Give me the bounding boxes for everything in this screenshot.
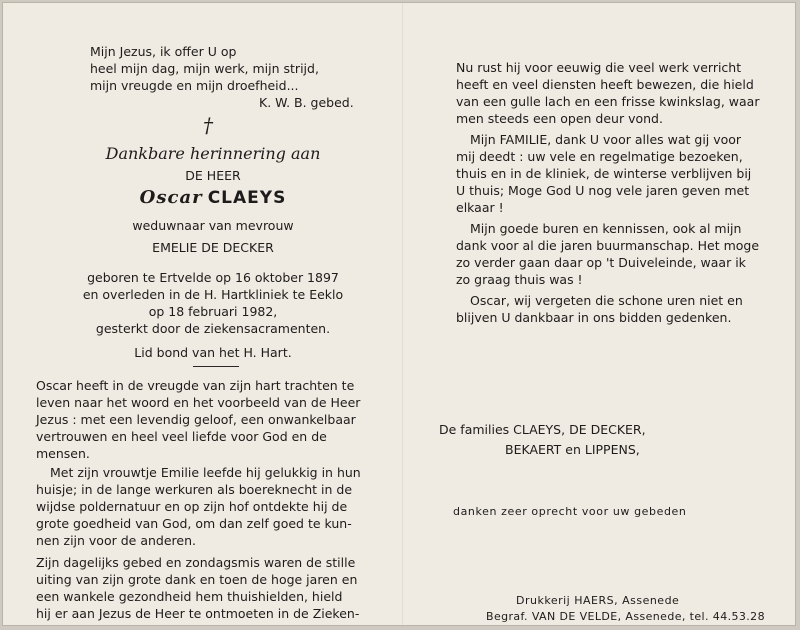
weduwnaar-label: weduwnaar van mevrouw [132, 218, 294, 233]
printer-credit: Drukkerij HAERS, Assenede [516, 594, 680, 607]
prayer-source: K. W. B. gebed. [259, 95, 354, 110]
paragraph-line: hij er aan Jezus de Heer te ontmoeten in de Zieken- [36, 606, 360, 621]
paragraph-line: een wankele gezondheid hem thuishielden, hield [36, 589, 343, 604]
families-line: BEKAERT en LIPPENS, [505, 442, 640, 457]
paragraph-line: Zijn dagelijks gebed en zondagsmis waren de stille [36, 555, 356, 570]
paragraph-line: dank voor al die jaren buurmanschap. Het moge [456, 238, 760, 253]
memorial-card [2, 2, 796, 626]
life-line: geboren te Ertvelde op 16 oktober 1897 [87, 270, 339, 285]
paragraph-line: leven naar het woord en het voorbeeld van de Heer [36, 395, 361, 410]
paragraph-line: wijdse poldernatuur en op zijn hof ontdekte hij de [36, 499, 348, 514]
paragraph-line: Jezus : met een levendig geloof, een onwankelbaar [36, 412, 356, 427]
deceased-surname: CLAEYS [207, 188, 287, 208]
right-panel [404, 3, 797, 625]
paragraph-line: Nu rust hij voor eeuwig die veel werk verricht [456, 60, 742, 75]
paragraph-line: Oscar, wij vergeten die schone uren niet en [470, 293, 743, 308]
paragraph-line: nen zijn voor de anderen. [36, 533, 196, 548]
paragraph-line: Mijn goede buren en kennissen, ook al mijn [470, 221, 742, 236]
paragraph-line: zo verder gaan daar op 't Duiveleinde, waar ik [456, 255, 746, 270]
paragraph-line: thuis en in de kliniek, de winterse verblijven bij [456, 166, 752, 181]
deceased-firstname: Oscar [139, 187, 203, 208]
divider [193, 366, 239, 367]
paragraph-line: mij deedt : uw vele en regelmatige bezoeken, [456, 149, 743, 164]
left-panel [3, 3, 401, 625]
paragraph-line: Mijn FAMILIE, dank U voor alles wat gij voor [470, 132, 742, 147]
life-line: en overleden in de H. Hartkliniek te Eeklo [82, 287, 344, 302]
deceased-name [63, 187, 363, 208]
paragraph-line: heeft en veel diensten heeft bewezen, die hield [456, 77, 754, 92]
paragraph-line: grote goedheid van God, om dan zelf goed te kun- [36, 516, 352, 531]
life-line: gesterkt door de ziekensacramenten. [95, 321, 331, 336]
thanks-line: danken zeer oprecht voor uw gebeden [453, 505, 687, 518]
paragraph-line: mensen. [36, 446, 90, 461]
paragraph-line: van een gulle lach en een frisse kwinkslag, waar [456, 94, 760, 109]
paragraph-line: vertrouwen en heel veel liefde voor God en de [36, 429, 327, 444]
prayer-line: heel mijn dag, mijn werk, mijn strijd, [90, 61, 319, 76]
paragraph-line: U thuis; Moge God U nog vele jaren geven met [456, 183, 750, 198]
cross-icon: † [203, 113, 213, 137]
paragraph-line: uiting van zijn grote dank en toen de hoge jaren en [36, 572, 358, 587]
paragraph-line: Oscar heeft in de vreugde van zijn hart trachten te [36, 378, 355, 393]
life-line: op 18 februari 1982, [148, 304, 278, 319]
spouse-name: EMELIE DE DECKER [152, 240, 274, 255]
paragraph-line: blijven U dankbaar in ons bidden gedenken. [456, 310, 732, 325]
prayer-line: mijn vreugde en mijn droefheid... [90, 78, 299, 93]
paragraph-line: zo graag thuis was ! [456, 272, 583, 287]
undertaker-credit: Begraf. VAN DE VELDE, Assenede, tel. 44.53.28 [486, 610, 765, 623]
families-line: De families CLAEYS, DE DECKER, [439, 422, 646, 437]
prayer-line: Mijn Jezus, ik offer U op [90, 44, 237, 59]
bond-line: Lid bond van het H. Hart. [134, 345, 292, 360]
paragraph-line: elkaar ! [456, 200, 504, 215]
paragraph-line: men steeds een open deur vond. [456, 111, 663, 126]
dankbare-herinnering: Dankbare herinnering aan [105, 144, 321, 163]
paragraph-line: Met zijn vrouwtje Emilie leefde hij gelukkig in hun [50, 465, 361, 480]
paragraph-line: huisje; in de lange werkuren als boereknecht in de [36, 482, 353, 497]
de-heer: DE HEER [185, 168, 241, 183]
